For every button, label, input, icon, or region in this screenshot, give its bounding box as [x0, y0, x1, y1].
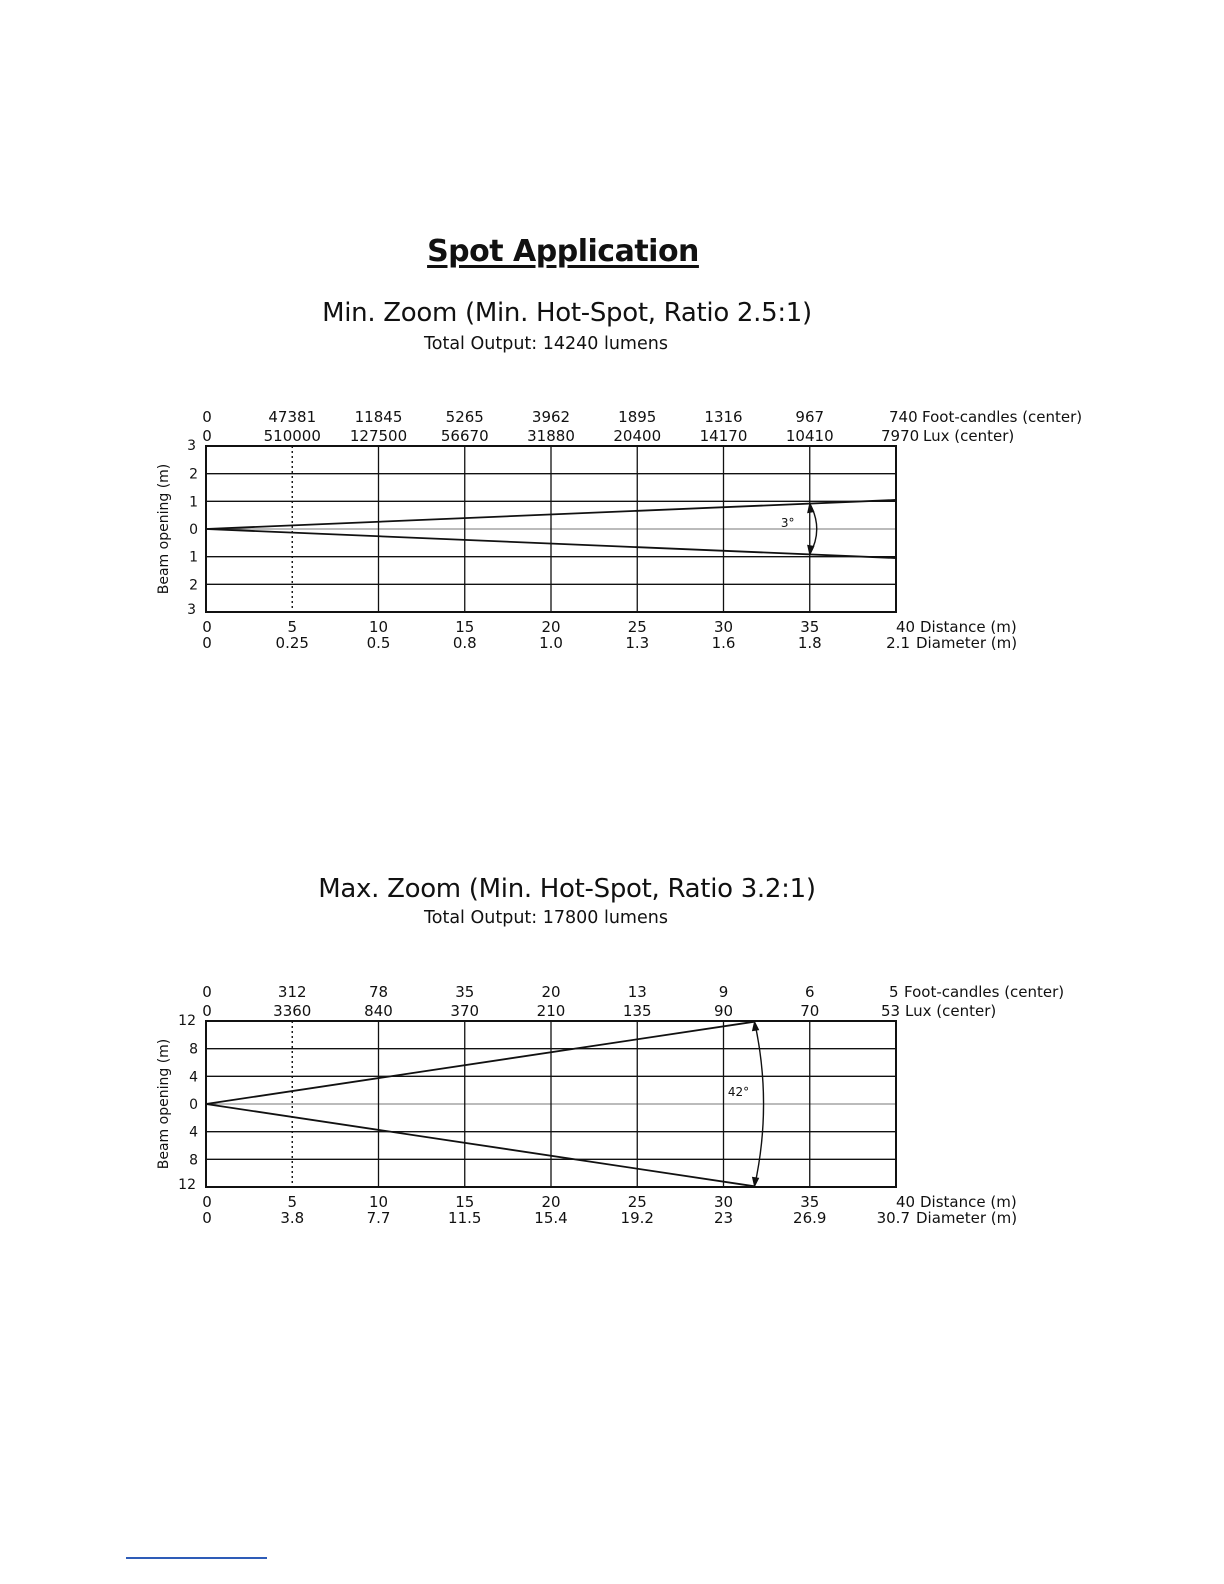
- footcandle-axis-label: Foot-candles (center): [922, 408, 1083, 426]
- diameter-value: 23: [713, 1209, 734, 1227]
- chart-2-title: Max. Zoom (Min. Hot-Spot, Ratio 3.2:1): [318, 874, 816, 904]
- beam-lower-edge: [206, 1104, 755, 1186]
- lux-value: 70: [800, 1002, 820, 1020]
- diameter-value: 0: [202, 634, 212, 652]
- lux-value: 10410: [785, 427, 834, 445]
- diameter-value: 1.8: [797, 634, 822, 652]
- y-tick-label: 1: [189, 494, 198, 511]
- footcandle-value: 20: [541, 983, 561, 1001]
- y-tick-label: 8: [189, 1041, 198, 1058]
- footcandle-value: 740: [889, 408, 918, 426]
- chart-2-max-zoom: [140, 970, 1100, 1240]
- lux-value: 20400: [613, 427, 662, 445]
- distance-tick-label: 35: [800, 1193, 820, 1211]
- lux-value: 3360: [273, 1002, 312, 1020]
- footer-link-underline: [126, 1557, 267, 1559]
- y-axis-label: Beam opening (m): [156, 1038, 172, 1170]
- page-title: Spot Application: [427, 234, 699, 269]
- y-axis-label: Beam opening (m): [156, 463, 172, 595]
- footcandle-value: 1316: [704, 408, 743, 426]
- arc-arrowhead-top: [753, 1022, 759, 1031]
- distance-axis-label: Distance (m): [920, 618, 1017, 636]
- lux-value: 370: [450, 1002, 480, 1020]
- chart-1-subtitle: Total Output: 14240 lumens: [424, 334, 668, 354]
- lux-value: 14170: [699, 427, 748, 445]
- distance-tick-label: 0: [202, 1193, 212, 1211]
- diameter-value: 26.9: [793, 1209, 827, 1227]
- y-tick-label: 0: [189, 522, 198, 538]
- footcandle-axis-label: Foot-candles (center): [904, 983, 1065, 1001]
- distance-tick-label: 20: [541, 1193, 561, 1211]
- y-tick-label: 12: [178, 1177, 196, 1193]
- diameter-axis-label: Diameter (m): [916, 1209, 1018, 1227]
- distance-tick-label: 20: [541, 618, 561, 636]
- lux-value: 56670: [440, 427, 489, 445]
- footcandle-value: 13: [627, 983, 647, 1001]
- distance-tick-label: 10: [368, 618, 389, 636]
- footcandle-value: 3962: [531, 408, 571, 426]
- diameter-value: 15.4: [534, 1209, 568, 1227]
- chart-1-title: Min. Zoom (Min. Hot-Spot, Ratio 2.5:1): [322, 298, 812, 328]
- y-tick-label: 3: [187, 602, 196, 618]
- y-tick-label: 2: [189, 466, 198, 483]
- footcandle-value: 5265: [445, 408, 484, 426]
- y-tick-label: 8: [189, 1152, 198, 1169]
- lux-value: 31880: [527, 427, 575, 445]
- diameter-value: 19.2: [620, 1209, 654, 1227]
- footcandle-value: 312: [277, 983, 307, 1001]
- y-tick-label: 4: [189, 1124, 198, 1141]
- arc-arrowhead-top: [808, 504, 814, 513]
- lux-value: 210: [536, 1002, 566, 1020]
- diameter-value: 0.8: [452, 634, 477, 652]
- diameter-value: 3.8: [280, 1209, 305, 1227]
- distance-tick-label: 40: [896, 618, 916, 636]
- distance-tick-label: 35: [800, 618, 820, 636]
- lux-value: 0: [202, 427, 212, 445]
- beam-angle-label: 42°: [727, 1085, 750, 1099]
- y-tick-label: 4: [189, 1069, 198, 1086]
- distance-tick-label: 0: [202, 618, 212, 636]
- lux-value: 7970: [881, 427, 920, 445]
- distance-axis-label: Distance (m): [920, 1193, 1017, 1211]
- footcandle-value: 1895: [618, 408, 657, 426]
- distance-tick-label: 25: [627, 1193, 647, 1211]
- beam-angle-label: 3°: [780, 516, 795, 530]
- lux-value: 840: [364, 1002, 393, 1020]
- lux-value: 90: [713, 1002, 734, 1020]
- diameter-value: 30.7: [876, 1209, 910, 1227]
- diameter-value: 1.3: [625, 634, 650, 652]
- y-tick-label: 1: [189, 549, 198, 566]
- distance-tick-label: 15: [455, 1193, 475, 1211]
- distance-tick-label: 5: [287, 1193, 298, 1211]
- diameter-value: 0: [202, 1209, 212, 1227]
- footcandle-value: 0: [202, 408, 212, 426]
- distance-tick-label: 40: [896, 1193, 916, 1211]
- diameter-value: 2.1: [886, 634, 910, 652]
- y-tick-label: 12: [178, 1013, 196, 1029]
- distance-tick-label: 10: [368, 1193, 389, 1211]
- y-tick-label: 0: [189, 1097, 198, 1113]
- footcandle-value: 35: [455, 983, 475, 1001]
- diameter-value: 7.7: [366, 1209, 391, 1227]
- diameter-value: 0.5: [366, 634, 391, 652]
- footcandle-value: 6: [804, 983, 815, 1001]
- chart-1-min-zoom: [140, 395, 1100, 665]
- lux-axis-label: Lux (center): [905, 1002, 997, 1020]
- footcandle-value: 9: [718, 983, 729, 1001]
- lux-value: 510000: [263, 427, 321, 445]
- y-tick-label: 2: [189, 577, 198, 594]
- chart-2-subtitle: Total Output: 17800 lumens: [424, 908, 668, 928]
- distance-tick-label: 30: [713, 1193, 734, 1211]
- distance-tick-label: 15: [455, 618, 475, 636]
- footcandle-value: 5: [889, 983, 899, 1001]
- y-tick-label: 3: [187, 438, 196, 454]
- diameter-value: 0.25: [275, 634, 309, 652]
- footcandle-value: 78: [368, 983, 389, 1001]
- footcandle-value: 47381: [268, 408, 317, 426]
- diameter-axis-label: Diameter (m): [916, 634, 1018, 652]
- footcandle-value: 0: [202, 983, 212, 1001]
- footcandle-value: 967: [795, 408, 825, 426]
- lux-axis-label: Lux (center): [923, 427, 1015, 445]
- distance-tick-label: 30: [713, 618, 734, 636]
- lux-value: 135: [622, 1002, 652, 1020]
- distance-tick-label: 5: [287, 618, 298, 636]
- lux-value: 53: [881, 1002, 901, 1020]
- distance-tick-label: 25: [627, 618, 647, 636]
- lux-value: 0: [202, 1002, 212, 1020]
- arc-arrowhead-bottom: [753, 1177, 759, 1186]
- arc-arrowhead-bottom: [808, 545, 814, 554]
- diameter-value: 1.6: [711, 634, 736, 652]
- footcandle-value: 11845: [354, 408, 403, 426]
- diameter-value: 11.5: [448, 1209, 482, 1227]
- diameter-value: 1.0: [539, 634, 563, 652]
- beam-upper-edge: [206, 1022, 755, 1104]
- lux-value: 127500: [349, 427, 408, 445]
